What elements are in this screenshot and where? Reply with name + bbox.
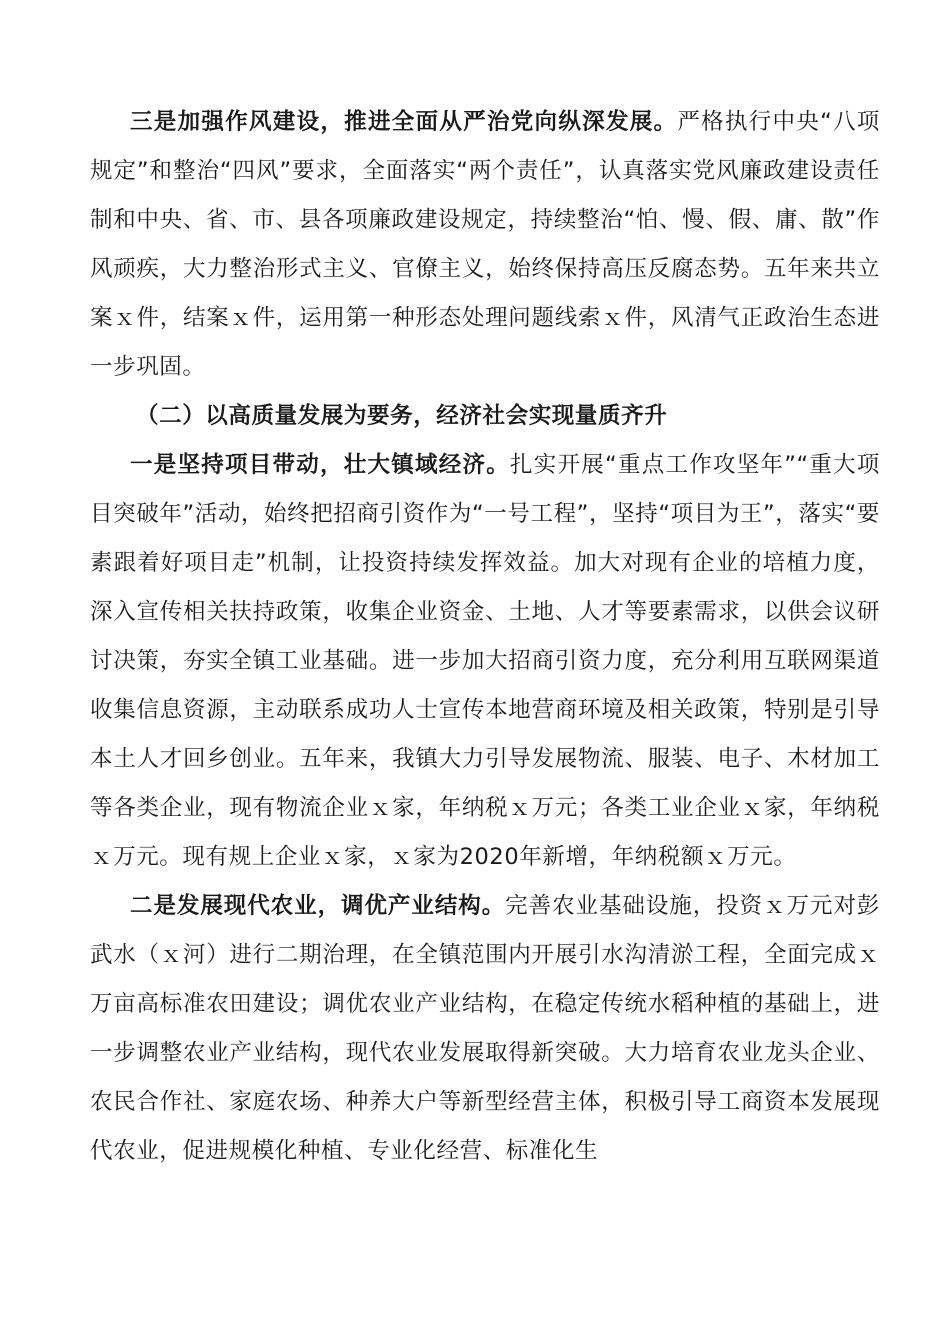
section-heading: （二）以高质量发展为要务，经济社会实现量质齐升 [136, 403, 668, 429]
paragraph-lead: 三是加强作风建设，推进全面从严治党向纵深发展。 [130, 109, 678, 135]
document-page [90, 98, 880, 1176]
paragraph-style-building [90, 98, 880, 392]
paragraph-lead: 二是发展现代农业，调优产业结构。 [130, 893, 506, 919]
paragraph-project-driven [90, 441, 880, 882]
paragraph-text: 扎实开展“重点工作攻坚年”“重大项目突破年”活动，始终把招商引资作为“一号工程”，坚持“项目为王”，落实“要素跟着好项目走”机制，让投资持续发挥效益。加大对现有企业的培植力度，深入宣传相关扶持政策，收集企业资金、土地、人才等要素需求，以供会议研讨决策，夯实全镇工业基础。进一步加大招商引资力度，充分利用互联网渠道收集信息资源，主动联系成功人士宣传本地营商环境及相关政策，特别是引导本土人才回乡创业。五年来，我镇大力引导发展物流、服装、电子、木材加工等各类企业，现有物流企业ｘ家，年纳税ｘ万元；各类工业企业ｘ家，年纳税ｘ万元。现有规上企业ｘ家，ｘ家为2020年新增，年纳税额ｘ万元。 [90, 452, 881, 870]
paragraph-modern-agriculture [90, 882, 880, 1176]
paragraph-text: 完善农业基础设施，投资ｘ万元对彭武水（ｘ河）进行二期治理，在全镇范围内开展引水沟清淤工程，全面完成ｘ万亩高标准农田建设；调优农业产业结构，在稳定传统水稻种植的基础上，进一步调整农业产业结构，现代农业发展取得新突破。大力培育农业龙头企业、农民合作社、家庭农场、种养大户等新型经营主体，积极引导工商资本发展现代农业，促进规模化种植、专业化经营、标准化生 [90, 893, 880, 1164]
paragraph-lead: 一是坚持项目带动，壮大镇域经济。 [130, 452, 511, 478]
paragraph-text: 严格执行中央“八项规定”和整治“四风”要求，全面落实“两个责任”，认真落实党风廉政建设责任制和中央、省、市、县各项廉政建设规定，持续整治“怕、慢、假、庸、散”作风顽疾，大力整治形式主义、官僚主义，始终保持高压反腐态势。五年来共立案ｘ件，结案ｘ件，运用第一种形态处理问题线索ｘ件，风清气正政治生态进一步巩固。 [90, 109, 880, 380]
